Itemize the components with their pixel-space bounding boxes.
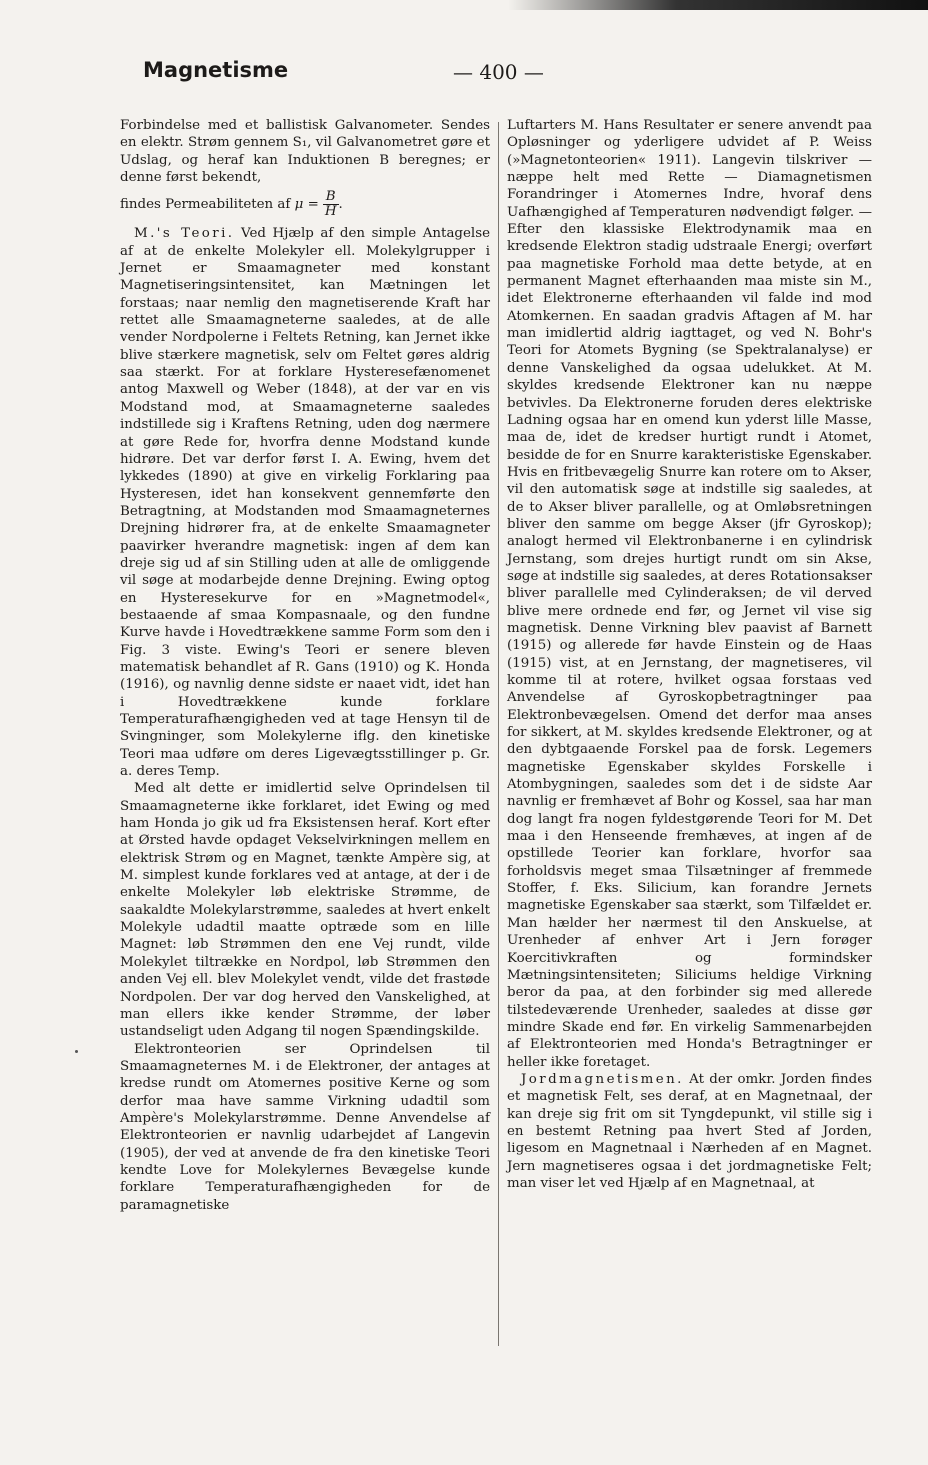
section-lead: Jordmagnetismen. <box>521 1071 684 1087</box>
right-column <box>507 117 872 1192</box>
paragraph <box>507 1071 872 1192</box>
paragraph-text: Forbindelse med et ballistisk Galvanometer. Sendes en elektr. Strøm gennem S₁, vil Galvanometret gøre et Udslag, og heraf kan Induktionen B beregnes; er denne først bekendt, <box>120 118 490 186</box>
paragraph <box>120 117 490 186</box>
paragraph-text: Med alt dette er imidlertid selve Oprindelsen til Smaamagneterne ikke forklaret, idet Ewing og med ham Honda jo gik ud fra Eksistensen heraf. Kort efter at Ørsted havde opdaget Vekselvirkningen mellem en elektrisk Strøm og en Magnet, tænkte Ampère sig, at M. simplest kunde forklares ved at antage, at der i de enkelte Molekyler løb elektriske Strømme, de saakaldte Molekylarstrømme, saaledes at hvert enkelt Molekyle udadtil maatte optræde som en lille Magnet: løb Strømmen den ene Vej rundt, vilde Molekylet tiltrække en Nordpol, løb Strømmen den anden Vej ell. blev Molekylet vendt, vilde det frastøde Nordpolen. Der var dog herved den Vanskelighed, at man ellers ikke kender Strømme, der løber ustandseligt uden Adgang til nogen Spændingskilde. <box>120 781 490 1040</box>
paragraph <box>120 225 490 780</box>
formula-prefix: findes Permeabiliteten af <box>120 197 291 213</box>
paragraph <box>120 780 490 1040</box>
page-header <box>143 58 843 92</box>
formula-fraction <box>323 190 339 219</box>
page-number: — 400 — <box>453 60 544 84</box>
formula-mu: μ = <box>294 197 319 213</box>
paragraph-text: Ved Hjælp af den simple Antagelse af at de enkelte Molekyler ell. Molekylgrupper i Jernet er Smaamagneter med konstant Magnetiseringsintensitet, kan Mætningen let forstaas; naar nemlig den magnetiserende Kraft har rettet alle Smaamagneterne saaledes, at de alle vender Nordpolerne i Feltets Retning, kan Jernet ikke blive stærkere magnetisk, selv om Feltet gøres aldrig saa stærkt. For at forklare Hysteresefænomenet antog Maxwell og Weber (1848), at der var en vis Modstand mod, at Smaamagneterne saaledes indstillede sig i Kraftens Retning, uden dog nærmere at gøre Rede for, hvorfra denne Modstand kunde hidrøre. Det var derfor først I. A. Ewing, hvem det lykkedes (1890) at give en virkelig Forklaring paa Hysteresen, idet han konsekvent gennemførte den Betragtning, at Modstanden mod Smaamagneternes Drejning hidrører fra, at de enkelte Smaamagneter paavirker hverandre magnetisk: ingen af dem kan dreje sig ud af sin Stilling uden at alle de omliggende vil søge at modarbejde denne Drejning. Ewing optog en Hysteresekurve for en »Magnetmodel«, bestaaende af smaa Kompasnaale, og den fundne Kurve havde i Hovedtrækkene samme Form som den i Fig. 3 viste. Ewing's Teori er senere bleven matematisk behandlet af R. Gans (1910) og K. Honda (1916), og navnlig denne sidste er naaet vidt, idet han i Hovedtrækkene kunde forklare Temperaturafhængigheden ved at tage Hensyn til de Svingninger, som Molekylerne iflg. den kinetiske Teori maa udføre om deres Ligevægtsstillinger p. Gr. a. deres Temp. <box>120 226 490 780</box>
page-title: Magnetisme <box>143 58 289 82</box>
permeability-formula <box>120 190 490 219</box>
paragraph-text: At der omkr. Jorden findes et magnetisk Felt, ses deraf, at en Magnetnaal, der kan dreje sig frit om sit Tyngdepunkt, vil stille sig i en bestemt Retning paa hvert Sted af Jorden, ligesom en Magnetnaal i Nærheden af en Magnet. Jern magnetiseres ogsaa i det jordmagnetiske Felt; man viser let ved Hjælp af en Magnetnaal, at <box>507 1071 872 1191</box>
column-divider <box>498 122 499 1346</box>
paragraph <box>120 1041 490 1214</box>
section-lead: M.'s Teori. <box>134 226 235 242</box>
paragraph <box>507 117 872 1071</box>
formula-end: . <box>338 197 343 213</box>
formula-numerator: B <box>323 190 339 205</box>
scan-speck <box>75 1050 78 1053</box>
left-column <box>120 117 490 1214</box>
formula-denominator: H <box>324 204 337 220</box>
scan-edge <box>0 0 928 12</box>
paragraph-text: Elektronteorien ser Oprindelsen til Smaamagneternes M. i de Elektroner, der antages at kredse rundt om Atomernes positive Kerne og som derfor maa have samme Virkning udadtil som Ampère's Molekylarstrømme. Denne Anvendelse af Elektronteorien er navnlig udarbejdet af Langevin (1905), der ved at anvende de fra den kinetiske Teori kendte Love for Molekylernes Bevægelse kunde forklare Temperaturafhængigheden for de paramagnetiske <box>120 1041 490 1213</box>
paragraph-text: Luftarters M. Hans Resultater er senere anvendt paa Opløsninger og yderligere udvidet af P. Weiss (»Magnetonteorien« 1911). Langevin tilskriver — næppe helt med Rette — Diamagnetismen Forandringer i Atomernes Indre, hvoraf dens Uafhængighed af Temperaturen nødvendigt følger. — Efter den klassiske Elektrodynamik maa en kredsende Elektron stadig udstraale Energi; overført paa magnetiske Forhold maa dette betyde, at en permanent Magnet efterhaanden maa miste sin M., idet Elektronerne efterhaanden vil falde ind mod Atomkernen. En saadan gradvis Aftagen af M. har man imidlertid aldrig iagttaget, og ved N. Bohr's Teori for Atomets Bygning (se Spektralanalyse) er denne Vanskelighed da ogsaa udelukket. At M. skyldes kredsende Elektroner kan nu næppe betvivles. Da Elektronerne foruden deres elektriske Ladning ogsaa har en omend kun yderst lille Masse, maa de, idet de kredser hurtigt rundt i Atomet, besidde de for en Snurre karakteristiske Egenskaber. Hvis en fritbevægelig Snurre kan rotere om to Akser, vil den automatisk søge at indstille sig saaledes, at de to Akser bliver parallelle, og at Omløbsretningen bliver den samme om begge Akser (jfr Gyroskop); analogt hermed vil Elektronbanerne i en cylindrisk Jernstang, som drejes hurtigt rundt om sin Akse, søge at indstille sig saaledes, at deres Rotationsakser bliver parallelle med Cylinderaksen; de vil derved blive mere ordnede end før, og Jernet vil vise sig magnetisk. Denne Virkning blev paavist af Barnett (1915) og allerede før havde Einstein og de Haas (1915) vist, at en Jernstang, der magnetiseres, vil komme til at rotere, hvilket ogsaa forstaas ved Anvendelse af Gyroskopbetragtninger paa Elektronbevægelsen. Omend det derfor maa anses for sikkert, at M. skyldes kredsende Elektroner, og at den dybtgaaende Forskel paa de forsk. Legemers magnetiske Egenskaber skyldes Forskelle i Atombygningen, saaledes som det i de sidste Aar navnlig er fremhævet af Bohr og Kossel, saa har man dog langt fra nogen fyldestgørende Teori for M. Det maa i den Henseende fremhæves, at ingen af de opstillede Teorier kan forklare, hvorfor saa forholdsvis meget smaa Tilsætninger af fremmede Stoffer, f. Eks. Silicium, kan forandre Jernets magnetiske Egenskaber saa stærkt, som Tilfældet er. Man hælder her nærmest til den Anskuelse, at Urenheder af enhver Art i Jern forøger Koercitivkraften og formindsker Mætningsintensiteten; Siliciums heldige Virkning beror da paa, at den forbinder sig med allerede tilstedeværende Urenheder, saaledes at disse gør mindre Skade end før. En virkelig Sammenarbejden af Elektronteorien med Honda's Betragtninger er heller ikke foretaget. <box>507 118 872 1070</box>
